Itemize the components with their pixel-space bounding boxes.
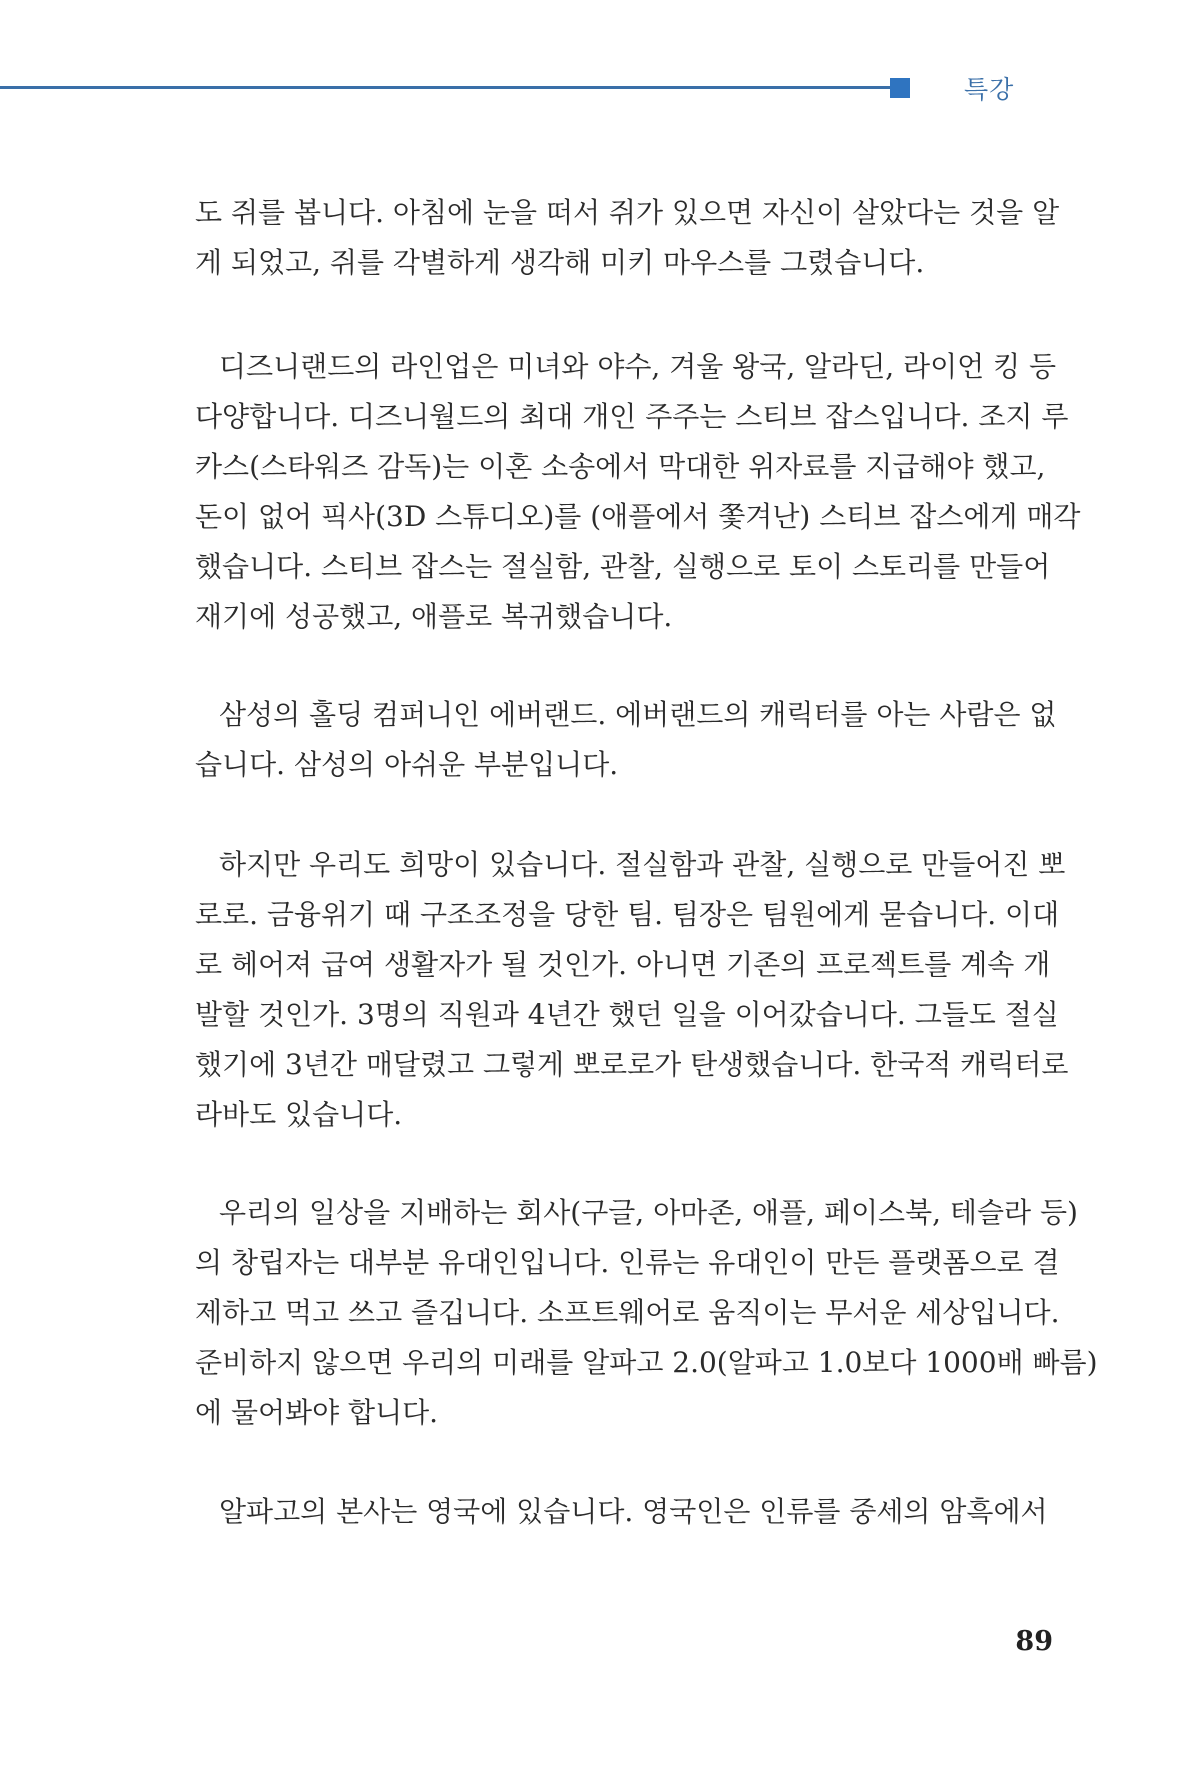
text-line: 습니다. 삼성의 아쉬운 부분입니다. (195, 748, 619, 781)
text-line: 로 헤어져 급여 생활자가 될 것인가. 아니면 기존의 프로젝트를 계속 개 (195, 948, 1051, 981)
paragraph (195, 188, 1060, 288)
text-line: 발할 것인가. 3명의 직원과 4년간 했던 일을 이어갔습니다. 그들도 절실 (195, 998, 1059, 1031)
text-line: 에 물어봐야 합니다. (195, 1396, 439, 1429)
text-line: 했기에 3년간 매달렸고 그렇게 뽀로로가 탄생했습니다. 한국적 캐릭터로 (195, 1048, 1069, 1081)
text-line: 돈이 없어 픽사(3D 스튜디오)를 (애플에서 쫓겨난) 스티브 잡스에게 매각 (195, 500, 1081, 533)
text-line: 게 되었고, 쥐를 각별하게 생각해 미키 마우스를 그렸습니다. (195, 246, 925, 279)
text-line: 준비하지 않으면 우리의 미래를 알파고 2.0(알파고 1.0보다 1000배 빠름) (195, 1346, 1098, 1379)
page-number: 89 (1015, 1626, 1053, 1657)
paragraph (195, 1487, 1048, 1537)
text-line: 로로. 금융위기 때 구조조정을 당한 팀. 팀장은 팀원에게 묻습니다. 이대 (195, 898, 1060, 931)
text-line: 라바도 있습니다. (195, 1098, 403, 1131)
text-line: 의 창립자는 대부분 유대인입니다. 인류는 유대인이 만든 플랫폼으로 결 (195, 1246, 1060, 1279)
paragraph (195, 690, 1057, 790)
text-line: 디즈니랜드의 라인업은 미녀와 야수, 겨울 왕국, 알라딘, 라이언 킹 등 (219, 350, 1057, 383)
text-line: 삼성의 홀딩 컴퍼니인 에버랜드. 에버랜드의 캐릭터를 아는 사람은 없 (219, 698, 1057, 731)
text-line: 하지만 우리도 희망이 있습니다. 절실함과 관찰, 실행으로 만들어진 뽀 (219, 848, 1066, 881)
text-line: 다양합니다. 디즈니월드의 최대 개인 주주는 스티브 잡스입니다. 조지 루 (195, 400, 1069, 433)
text-line: 제하고 먹고 쓰고 즐깁니다. 소프트웨어로 움직이는 무서운 세상입니다. (195, 1296, 1060, 1329)
text-line: 알파고의 본사는 영국에 있습니다. 영국인은 인류를 중세의 암흑에서 (219, 1495, 1048, 1528)
paragraph (195, 1188, 1098, 1438)
header-rule (0, 86, 890, 89)
text-line: 했습니다. 스티브 잡스는 절실함, 관찰, 실행으로 토이 스토리를 만들어 (195, 550, 1051, 583)
text-line: 카스(스타워즈 감독)는 이혼 소송에서 막대한 위자료를 지급해야 했고, (195, 450, 1046, 483)
text-line: 우리의 일상을 지배하는 회사(구글, 아마존, 애플, 페이스북, 테슬라 등) (219, 1196, 1078, 1229)
section-label: 특강 (964, 75, 1015, 104)
text-line: 재기에 성공했고, 애플로 복귀했습니다. (195, 600, 673, 633)
header-square-marker (890, 78, 910, 98)
paragraph (195, 840, 1069, 1140)
paragraph (195, 342, 1081, 642)
text-line: 도 쥐를 봅니다. 아침에 눈을 떠서 쥐가 있으면 자신이 살았다는 것을 알 (195, 196, 1060, 229)
